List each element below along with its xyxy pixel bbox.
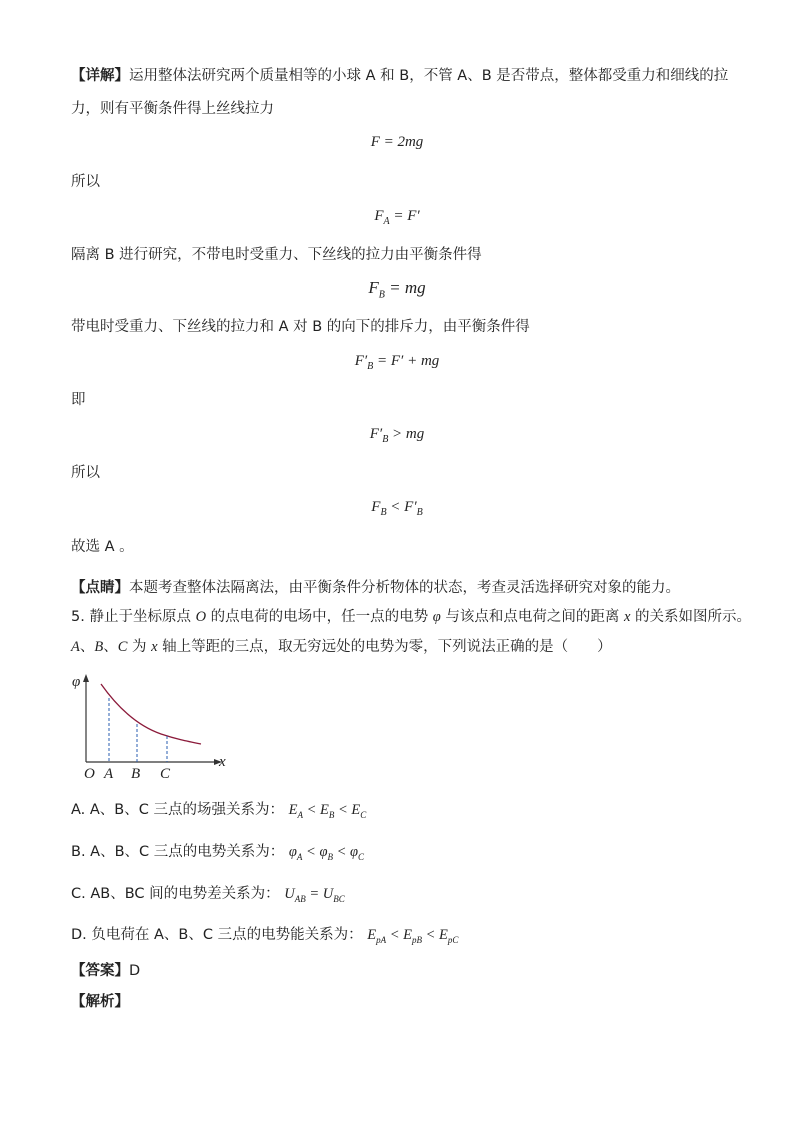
equation-5: $F'_B$ > mg <box>369 426 425 445</box>
comment-tag: 【点睛】 <box>71 580 129 596</box>
charged-line: 带电时受重力、下丝线的拉力和 A 对 B 的向下的排斥力，由平衡条件得 <box>71 319 530 335</box>
y-axis-arrow <box>83 674 89 682</box>
comment-line <box>71 578 680 598</box>
so-1: 所以 <box>71 174 100 190</box>
so-2: 所以 <box>71 465 100 481</box>
answer-tag: 【答案】 <box>71 963 129 979</box>
answer-value: D <box>129 963 141 979</box>
option-d[interactable]: D. 负电荷在 A、B、C 三点的电势能关系为： $E_{pA} < E_{pB} < E_{pC}$ <box>71 927 459 945</box>
question-line-1: 5. 静止于坐标原点 O 的点电荷的电场中，任一点的电势 φ 与该点和点电荷之间的距离 x 的关系如图所示。 <box>71 609 752 625</box>
option-b[interactable]: B. A、B、C 三点的电势关系为： $\varphi_A < \varphi_B < \varphi_C$ <box>71 844 365 862</box>
choose-line: 故选 A 。 <box>71 539 134 555</box>
y-axis-label: φ <box>72 674 81 690</box>
tick-b: B <box>131 766 141 782</box>
tick-c: C <box>160 766 171 782</box>
detail-line-2: 力，则有平衡条件得上丝线拉力 <box>71 101 274 117</box>
tick-a: A <box>104 766 114 782</box>
analysis-line <box>71 992 129 1012</box>
potential-graph <box>66 668 236 783</box>
equation-3: $F_B$ = mg <box>368 278 426 301</box>
tick-o: O <box>84 766 95 782</box>
detail-line-1 <box>71 66 728 86</box>
option-a[interactable]: A. A、B、C 三点的场强关系为： $E_A < E_B < E_C$ <box>71 802 367 820</box>
potential-curve <box>101 684 201 744</box>
isolate-line: 隔离 B 进行研究，不带电时受重力、下丝线的拉力由平衡条件得 <box>71 247 482 263</box>
answer-line <box>71 961 140 981</box>
detail-tag: 【详解】 <box>71 68 129 84</box>
ji-line: 即 <box>71 392 86 408</box>
equation-4: $F'_B = F'$ + mg <box>354 353 440 372</box>
detail-text-1: 运用整体法研究两个质量相等的小球 A 和 B，不管 A、B 是否带点，整体都受重力和细线的拉 <box>129 68 729 84</box>
question-line-2: A、B、C 为 x 轴上等距的三点，取无穷远处的电势为零，下列说法正确的是（ ） <box>71 639 612 655</box>
equation-2: $F_A = F'$ <box>374 208 420 227</box>
comment-text: 本题考查整体法隔离法，由平衡条件分析物体的状态，考查灵活选择研究对象的能力。 <box>129 580 680 596</box>
option-c[interactable]: C. AB、BC 间的电势差关系为： $U_{AB} = U_{BC}$ <box>71 886 345 904</box>
x-axis-label: x <box>219 754 226 770</box>
equation-1: F = 2mg <box>370 134 424 150</box>
analysis-tag: 【解析】 <box>71 994 129 1010</box>
equation-6: $F_B < F'_B$ <box>371 499 423 518</box>
